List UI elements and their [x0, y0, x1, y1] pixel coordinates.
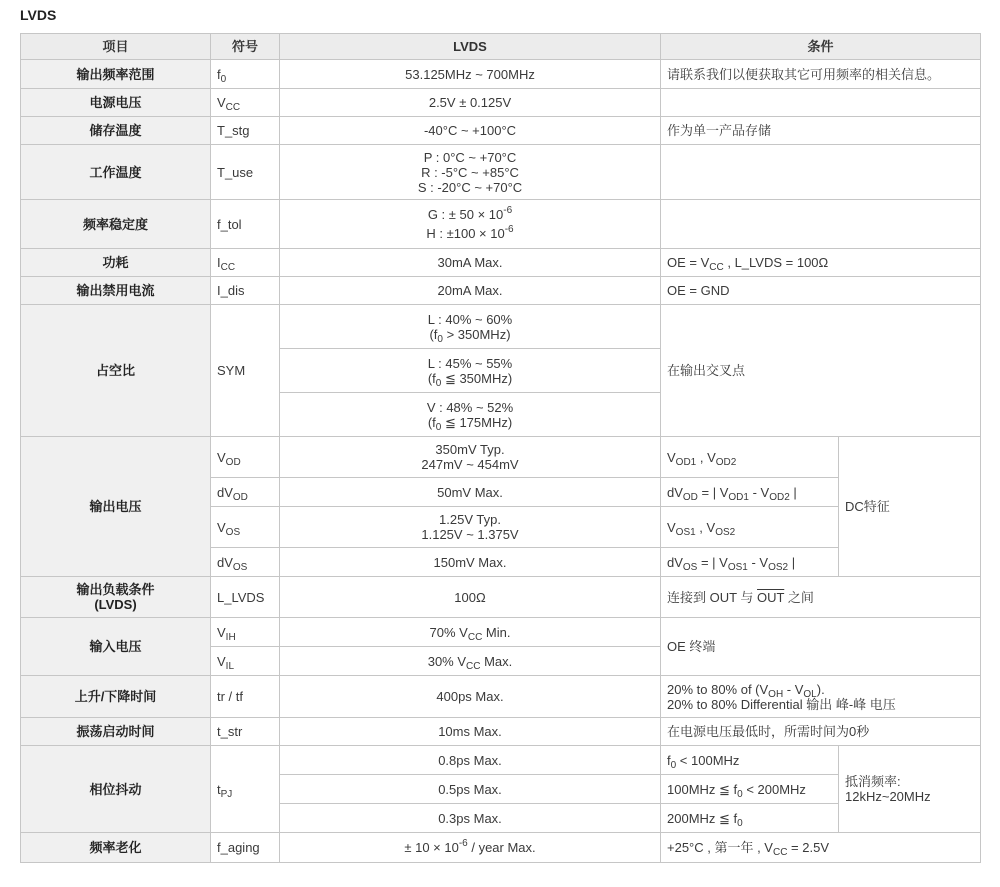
- symbol-cell: f_tol: [211, 200, 280, 249]
- value-text: H : ±100 × 10: [426, 226, 505, 241]
- condition-note-cell: DC特征: [839, 437, 981, 577]
- condition-cell: OE = GND: [661, 277, 981, 305]
- condition-subscript: OL: [803, 688, 817, 700]
- condition-text: V: [667, 519, 676, 535]
- symbol-cell: I_dis: [211, 277, 280, 305]
- symbol-subscript: IH: [225, 631, 236, 643]
- value-text: (f: [427, 370, 436, 386]
- symbol-cell: [211, 746, 280, 833]
- item-label: [21, 577, 211, 618]
- condition-cell: 作为单一产品存储: [661, 117, 981, 145]
- table-body: [21, 60, 981, 863]
- condition-subscript: CC: [709, 262, 724, 273]
- item-label-line: 输出负载条件: [76, 582, 155, 597]
- symbol-cell: T_stg: [211, 117, 280, 145]
- value-cell: -40°C ~ +100°C: [280, 117, 661, 145]
- symbol-subscript: OD: [232, 491, 248, 503]
- value-text: ± 10 × 10: [404, 840, 459, 855]
- condition-cell: [661, 200, 981, 249]
- condition-cell: [661, 89, 981, 117]
- value-exponent: -6: [503, 205, 513, 216]
- value-line: 1.125V ~ 1.375V: [421, 527, 519, 542]
- item-label: 频率老化: [21, 833, 211, 863]
- value-text: ≦ 350MHz): [441, 370, 513, 386]
- symbol-base: V: [217, 519, 226, 535]
- row-output-load: [21, 577, 981, 618]
- condition-cell: [661, 804, 839, 833]
- header-symbol: 符号: [211, 34, 280, 60]
- value-cell: [280, 647, 661, 676]
- table-header: [21, 34, 981, 60]
- value-text: ≦ 175MHz): [441, 414, 513, 430]
- value-cell: 0.8ps Max.: [280, 746, 661, 775]
- value-line: L : 45% ~ 55%: [427, 355, 513, 371]
- condition-cell: [661, 507, 839, 548]
- symbol-cell: [211, 249, 280, 277]
- row-input-voltage: [21, 618, 981, 647]
- symbol-cell: [211, 478, 280, 507]
- item-label: 频率稳定度: [21, 200, 211, 249]
- row-operating-temperature: [21, 145, 981, 200]
- symbol-cell: [211, 647, 280, 676]
- condition-text: 100MHz ≦ f: [667, 781, 738, 797]
- item-label: 输出电压: [21, 437, 211, 577]
- row-storage-temperature: [21, 117, 981, 145]
- value-cell: 2.5V ± 0.125V: [280, 89, 661, 117]
- item-label: 振荡启动时间: [21, 718, 211, 746]
- value-text: 30% V: [427, 653, 467, 669]
- value-cell: [280, 507, 661, 548]
- condition-subscript: OH: [768, 688, 784, 700]
- condition-subscript: OS: [682, 561, 698, 573]
- symbol-cell: tr / tf: [211, 676, 280, 718]
- value-line: R : -5°C ~ +85°C: [421, 164, 519, 180]
- spec-table: [20, 33, 981, 863]
- value-line: S : -20°C ~ +70°C: [417, 179, 523, 195]
- value-cell: 100Ω: [280, 577, 661, 618]
- value-cell: [280, 200, 661, 249]
- condition-line: 20% to 80% Differential 输出 峰-峰 电压: [667, 696, 896, 712]
- condition-subscript: OS2: [715, 526, 736, 538]
- symbol-base: V: [217, 449, 226, 465]
- condition-cell: [661, 577, 981, 618]
- condition-note-line: 12kHz~20MHz: [845, 789, 931, 804]
- condition-subscript: OD2: [715, 456, 737, 468]
- condition-text: V: [667, 449, 676, 465]
- value-text: (f: [427, 414, 436, 430]
- symbol-base: V: [217, 95, 226, 110]
- value-exponent: -6: [458, 838, 468, 849]
- value-cell: [280, 833, 661, 863]
- condition-cell: [661, 145, 981, 200]
- value-text: Max.: [480, 653, 513, 669]
- item-label: 输出频率范围: [21, 60, 211, 89]
- header-value: LVDS: [280, 34, 661, 60]
- value-text: 70% V: [429, 624, 468, 640]
- condition-subscript: OD1: [728, 491, 749, 503]
- condition-note-cell: [839, 746, 981, 833]
- symbol-base: t: [217, 781, 221, 797]
- value-exponent: -6: [504, 224, 514, 235]
- symbol-subscript: 0: [220, 73, 227, 85]
- value-line: 1.25V Typ.: [439, 512, 501, 527]
- condition-text: , V: [696, 449, 716, 465]
- value-text: / year Max.: [467, 840, 536, 855]
- condition-cell: 请联系我们以便获取其它可用频率的相关信息。: [661, 60, 981, 89]
- condition-subscript: OD: [682, 491, 698, 503]
- symbol-subscript: PJ: [220, 788, 233, 800]
- value-cell: [280, 478, 661, 507]
- symbol-subscript: IL: [225, 660, 235, 672]
- item-label: 功耗: [21, 249, 211, 277]
- symbol-cell: f_aging: [211, 833, 280, 863]
- row-startup-time: [21, 718, 981, 746]
- row-disable-current: [21, 277, 981, 305]
- condition-cell: [661, 676, 981, 718]
- condition-cell: [661, 775, 839, 804]
- condition-cell: OE 终端: [661, 618, 981, 676]
- value-cell: 53.125MHz ~ 700MHz: [280, 60, 661, 89]
- row-phase-jitter: [21, 746, 981, 775]
- value-line: 350mV Typ.: [435, 442, 505, 457]
- value-subscript: 0: [435, 377, 442, 389]
- value-line: L : 40% ~ 60%: [427, 311, 513, 327]
- condition-text: - V: [783, 681, 804, 697]
- row-current-consumption: [21, 249, 981, 277]
- row-duty-cycle: [21, 305, 981, 349]
- condition-overlined-text: $\overline{OUT}$: [757, 589, 785, 605]
- value-line: P : 0°C ~ +70°C: [423, 149, 517, 165]
- condition-text: |: [788, 554, 796, 570]
- condition-text: 之间: [784, 589, 814, 605]
- symbol-cell: L_LVDS: [211, 577, 280, 618]
- value-line: [286, 224, 654, 243]
- item-label: 输出禁用电流: [21, 277, 211, 305]
- item-label: 储存温度: [21, 117, 211, 145]
- condition-cell: [661, 548, 839, 577]
- value-line: [286, 326, 654, 345]
- item-label: 电源电压: [21, 89, 211, 117]
- symbol-base: V: [217, 653, 226, 669]
- condition-cell: [661, 249, 981, 277]
- header-row: [21, 34, 981, 60]
- condition-text: +25°C , 第一年 , V: [667, 840, 773, 855]
- symbol-cell: T_use: [211, 145, 280, 200]
- symbol-subscript: CC: [225, 102, 241, 113]
- row-frequency-aging: [21, 833, 981, 863]
- value-line: [286, 205, 654, 224]
- value-cell: 0.5ps Max.: [280, 775, 661, 804]
- symbol-cell: [211, 618, 280, 647]
- condition-text: dV: [667, 484, 683, 500]
- condition-text: - V: [748, 484, 770, 500]
- condition-text: dV: [667, 554, 683, 570]
- symbol-base: dV: [217, 484, 233, 500]
- condition-subscript: OS1: [675, 526, 696, 538]
- condition-text: 20% to 80% of (V: [667, 681, 769, 697]
- condition-line: [667, 681, 974, 700]
- symbol-cell: t_str: [211, 718, 280, 746]
- row-supply-voltage: [21, 89, 981, 117]
- condition-text: < 100MHz: [676, 752, 740, 768]
- symbol-base: f: [217, 66, 221, 82]
- condition-subscript: CC: [772, 847, 788, 858]
- condition-subscript: 0: [670, 759, 677, 771]
- symbol-subscript: CC: [220, 262, 236, 273]
- item-label: 上升/下降时间: [21, 676, 211, 718]
- condition-cell: 在输出交叉点: [661, 305, 981, 437]
- condition-subscript: 0: [737, 817, 743, 829]
- condition-cell: [661, 746, 839, 775]
- value-text: G : ± 50 × 10: [427, 207, 504, 222]
- value-line: [286, 414, 654, 433]
- condition-subscript: OS1: [727, 561, 748, 573]
- value-line: V : 48% ~ 52%: [426, 399, 514, 415]
- value-cell: [280, 437, 661, 478]
- row-rise-fall-time: [21, 676, 981, 718]
- item-label-line: (LVDS): [94, 597, 137, 612]
- item-label: 工作温度: [21, 145, 211, 200]
- header-condition: 条件: [661, 34, 981, 60]
- condition-text: ).: [816, 681, 825, 697]
- value-cell: [280, 349, 661, 393]
- row-output-voltage: [21, 437, 981, 478]
- symbol-subscript: OD: [225, 456, 241, 468]
- symbol-base: I: [217, 255, 221, 270]
- symbol-cell: [211, 548, 280, 577]
- symbol-cell: [211, 60, 280, 89]
- value-cell: [280, 548, 661, 577]
- value-cell: 400ps Max.: [280, 676, 661, 718]
- symbol-subscript: OS: [225, 526, 241, 538]
- condition-subscript: OD1: [675, 456, 697, 468]
- condition-subscript: 0: [737, 788, 743, 800]
- value-cell: 0.3ps Max.: [280, 804, 661, 833]
- value-text: Min.: [482, 624, 511, 640]
- value-text: (f: [429, 326, 438, 342]
- symbol-cell: [211, 507, 280, 548]
- symbol-subscript: OS: [232, 561, 248, 573]
- symbol-cell: [211, 89, 280, 117]
- condition-cell: [661, 437, 839, 478]
- condition-cell: 在电源电压最低时，所需时间为0秒: [661, 718, 981, 746]
- symbol-cell: SYM: [211, 305, 280, 437]
- value-cell: [280, 618, 661, 647]
- value-subscript: CC: [467, 631, 483, 643]
- value-cell: 30mA Max.: [280, 249, 661, 277]
- condition-cell: [661, 833, 981, 863]
- value-text: > 350MHz): [442, 326, 511, 342]
- condition-subscript: OS2: [768, 561, 789, 573]
- condition-text: f: [667, 752, 671, 768]
- value-line: [286, 370, 654, 389]
- value-cell: [280, 145, 661, 200]
- symbol-cell: [211, 437, 280, 478]
- condition-text: |: [789, 484, 797, 500]
- condition-text: = 2.5V: [787, 840, 829, 855]
- condition-text: , L_LVDS = 100Ω: [723, 255, 829, 270]
- value-subscript: CC: [466, 660, 481, 672]
- item-label: 相位抖动: [21, 746, 211, 833]
- symbol-base: V: [217, 624, 226, 640]
- item-label: 占空比: [21, 305, 211, 437]
- value-line: 247mV ~ 454mV: [421, 457, 519, 472]
- value-cell: 20mA Max.: [280, 277, 661, 305]
- condition-note-line: 抵消频率:: [845, 774, 901, 789]
- value-cell: [280, 393, 661, 437]
- condition-text: OE = V: [667, 255, 710, 270]
- row-frequency-tolerance: [21, 200, 981, 249]
- condition-subscript: OD2: [769, 491, 790, 503]
- condition-text: 连接到 OUT 与: [667, 589, 758, 605]
- value-line: 50mV Max.: [437, 484, 503, 500]
- value-subscript: 0: [435, 421, 442, 433]
- condition-text: < 200MHz: [742, 781, 806, 797]
- condition-text: - V: [747, 554, 769, 570]
- row-output-frequency-range: [21, 60, 981, 89]
- condition-text: = | V: [697, 554, 728, 570]
- value-line: 150mV Max.: [433, 554, 507, 570]
- value-cell: [280, 305, 661, 349]
- condition-text: , V: [695, 519, 716, 535]
- header-item: 项目: [21, 34, 211, 60]
- item-label: 输入电压: [21, 618, 211, 676]
- section-title: LVDS: [20, 7, 57, 23]
- value-subscript: 0: [437, 333, 443, 345]
- condition-text: 200MHz ≦ f: [667, 810, 738, 826]
- symbol-base: dV: [217, 554, 233, 570]
- condition-text: = | V: [697, 484, 729, 500]
- value-cell: 10ms Max.: [280, 718, 661, 746]
- condition-cell: [661, 478, 839, 507]
